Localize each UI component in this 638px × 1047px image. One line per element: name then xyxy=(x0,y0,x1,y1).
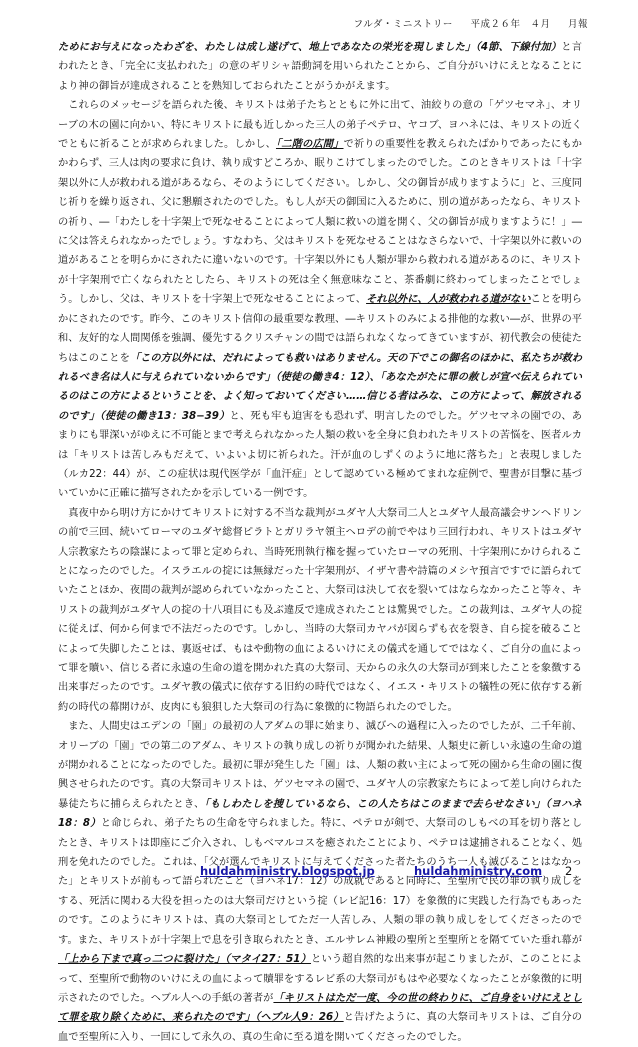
emphasis-text: 「上から下まで真っ二つに裂けた」（マタイ27：51） xyxy=(58,953,312,966)
body-text: と命じられ、弟子たちの生命を守られました。特に、ペテロが剣で、大祭司のしもべの耳を切り落としたとき、キリストは即座にご介入され、しもべマルコスを癒されたことにより、ペテロは逮捕されることなく、処刑を免れたのでした。これは、「父が選んでキリストに与えてくださった者たちのうち一人も滅びることはなかった」とキリストが前もって語られたこと（ヨハネ17：12）の成就であると同時に、至聖所で民の罪の執り成しをする、死活に関わる大役を担ったのは大祭司だけという掟（レビ記16：17）を象徴的に実践した行為でもあったのです。このようにキリストは、真の大祭司としてただ一人苦しみ、人類の罪の執り成しをしてくださったのです。また、キリストが十字架上で息を引き取られたとき、エルサレム神殿の聖所と至聖所とを隔てていた垂れ幕が xyxy=(58,817,582,946)
emphasis-text: 「この方以外には、だれによっても救いはありません。天の下でこの御名のほかに、私たちが救われるべき名は人に与えられていないからです」（使徒の働き4：12）、「あなたがたに罪の赦しが宣べ伝えられているのはこの方によるということを、よく知っておいてください……信じる者はみな、この方によって、解放されるのです」（使徒の働き13：38−39） xyxy=(58,351,582,422)
page-number: 2 xyxy=(565,864,573,878)
body-text: また、人間史はエデンの「園」の最初の人アダムの罪に始まり、滅びへの過程に入ったのでしたが、二千年前、オリーブの「園」での第二のアダム、キリストの執り成しの祈りが聞かれた結果、人類史に新しい永遠の生命の道が開かれることになったのでした。最初に罪が発生した「園」は、人類の救い主によって死の園から生命の園に復興させられたのです。真の大祭司キリストは、ゲツセマネの園で、ユダヤ人の宗教家たちによって差し向けられた暴徒たちに捕らえられたとき、 xyxy=(58,720,582,810)
emphasis-text: 「二階の広間」 xyxy=(275,138,344,151)
paragraph xyxy=(58,96,582,504)
website-link[interactable]: huldahministry.com xyxy=(414,864,543,878)
body-text: 真夜中から明け方にかけてキリストに対する不当な裁判がユダヤ人大祭司二人とユダヤ人最高議会サンヘドリンの前で三回、続いてローマのユダヤ総督ピラトとガリラヤ領主ヘロデの前でやはり三回行われ、キリストはユダヤ人宗教家たちの陰謀によって罪と定められ、当時死刑執行権を握っていたローマの死刑、十字架刑にかけられることになったのでした。イスラエルの掟には無縁だった十字架刑が、イザヤ書や詩篇のメシヤ預言ですでに語られていたことほか、夜間の裁判が認められていなかったこと、大祭司は決して衣を裂いてはならなかったこと等々、キリストの裁判がユダヤ人の掟の十八項目にも及ぶ違反で達成されたことは驚異でした。この裁判は、ユダヤ人の掟に従えば、何から何まで不法だったのです。しかし、当時の大祭司カヤパが図らずも衣を裂き、自ら掟を破ることによって失脚したことは、裏返せば、もはや動物の血によるいけにえの儀式を通してではなく、ご自分の血によって罪を贖い、信じる者に永遠の生命の道を開かれた真の大祭司、天からの永久の大祭司が到来したことを象徴する出来事だったのです。ユダヤ教の儀式に依存する旧約の時代ではなく、イエス・キリストの犠牲の死に依存する新約の時代の幕開けが、皮肉にも狼狽した大祭司の行為に象徴的に物語られたのでした。 xyxy=(58,506,582,713)
paragraph xyxy=(58,717,582,1047)
emphasis-text: ためにお与えになったわざを、わたしは成し遂げて、地上であなたの栄光を現しました」（4節、下線付加） xyxy=(58,41,562,53)
emphasis-text: 「もしわたしを捜しているなら、この人たちはこのままで去らせなさい」（ヨハネ18：8） xyxy=(58,797,582,830)
header-type: 月報 xyxy=(567,19,588,30)
paragraph xyxy=(58,38,582,96)
blog-link[interactable]: huldahministry.blogspot.jp xyxy=(200,864,375,878)
body-text: と、死も牢も迫害をも恐れず、明言したのでした。ゲツセマネの園での、あまりにも罪深いがゆえに不可能とまで考えられなかった人類の救いを全身に負われたキリストの苦悩を、医者ルカは「キリストは苦しみもだえて、いよいよ切に祈られた。汗が血のしずくのように地に落ちた」と表現しました（ルカ22：44）が、この症状は現代医学が「血汗症」として認めている極めてまれな症例で、聖書が目撃に基づいていかに正確に描写されたかを示している一例です。 xyxy=(58,409,582,500)
paragraph xyxy=(58,504,582,717)
emphasis-text: 「キリストはただ一度、今の世の終わりに、ご自身をいけにえとして罪を取り除くために、来られたのです」（ヘブル人9：26） xyxy=(58,991,582,1024)
body-text: という超自然的な出来事が起こりましたが、このことによって、至聖所で動物のいけにえの血によって贖罪をするレビ系の大祭司がもはや必要なくなったことが象徴的に明示されたのでした。ヘブル人への手紙の著者が xyxy=(58,953,582,1004)
body-text: で祈りの重要性を教えられたばかりであったにもかかわらず、三人は肉の要求に負け、執り成すどころか、眠りこけてしまったのでした。このときキリストは「十字架以外に人が救われる道があるなら、そのようにしてください。しかし、父の御旨が成りますように」と、三度同じ祈りを繰り返され、父に懇願されたのでした。もし人が天の御国に入るために、別の道があったなら、キリストの祈り、―「わたしを十字架上で死なせることによって人類に救いの道を開く、父の御旨が成りますように！」―に父は答えられなかったでしょう。すなわち、父はキリストを死なせることはなさらないで、十字架以外に救いの道があることを明らかにされたに違いないのです。十字架以外にも人類が罪から救われる道があるのに、キリストが十字架刑で亡くなられたとしたら、キリストの死は全く無意味なこと、茶番劇に終わってしまったことでしょう。しかし、父は、キリストを十字架上で死なせることによって、 xyxy=(58,138,582,306)
body-text: ことを明らかにされたのです。昨今、このキリスト信仰の最重要な教理、―キリストのみによる排他的な救い―が、世界の平和、友好的な人間関係を強調、優先するクリスチャンの間では語られなくなってきていますが、初代教会の使徒たちはこのことを xyxy=(58,293,582,364)
document-body xyxy=(58,38,582,1047)
page-header xyxy=(60,16,588,30)
header-org: フルダ・ミニストリー xyxy=(353,19,453,30)
emphasis-text: それ以外に、人が救われる道がない xyxy=(366,293,531,306)
body-text: と告げたように、真の大祭司キリストは、ご自分の血で至聖所に入り、一回にして永久の、真の生命に至る道を開いてくださったのでした。 xyxy=(58,1011,582,1043)
body-text: これらのメッセージを語られた後、キリストは弟子たちとともに外に出て、油絞りの意の「ゲツセマネ」、オリーブの木の園に向かい、特にキリストに最も近しかった三人の弟子ペテロ、ヤコブ、ヨハネには、キリストの近くでともに祈ることが求められました。しかし、 xyxy=(58,99,582,151)
header-date: 平成２６年 ４月 xyxy=(470,19,551,30)
body-text: と言われたとき、「完全に支払われた」の意のギリシャ語動詞を用いられたことから、ご自分がいけにえとなることにより神の御旨が達成されることを熟知しておられたことがうかがえます。 xyxy=(58,41,582,92)
